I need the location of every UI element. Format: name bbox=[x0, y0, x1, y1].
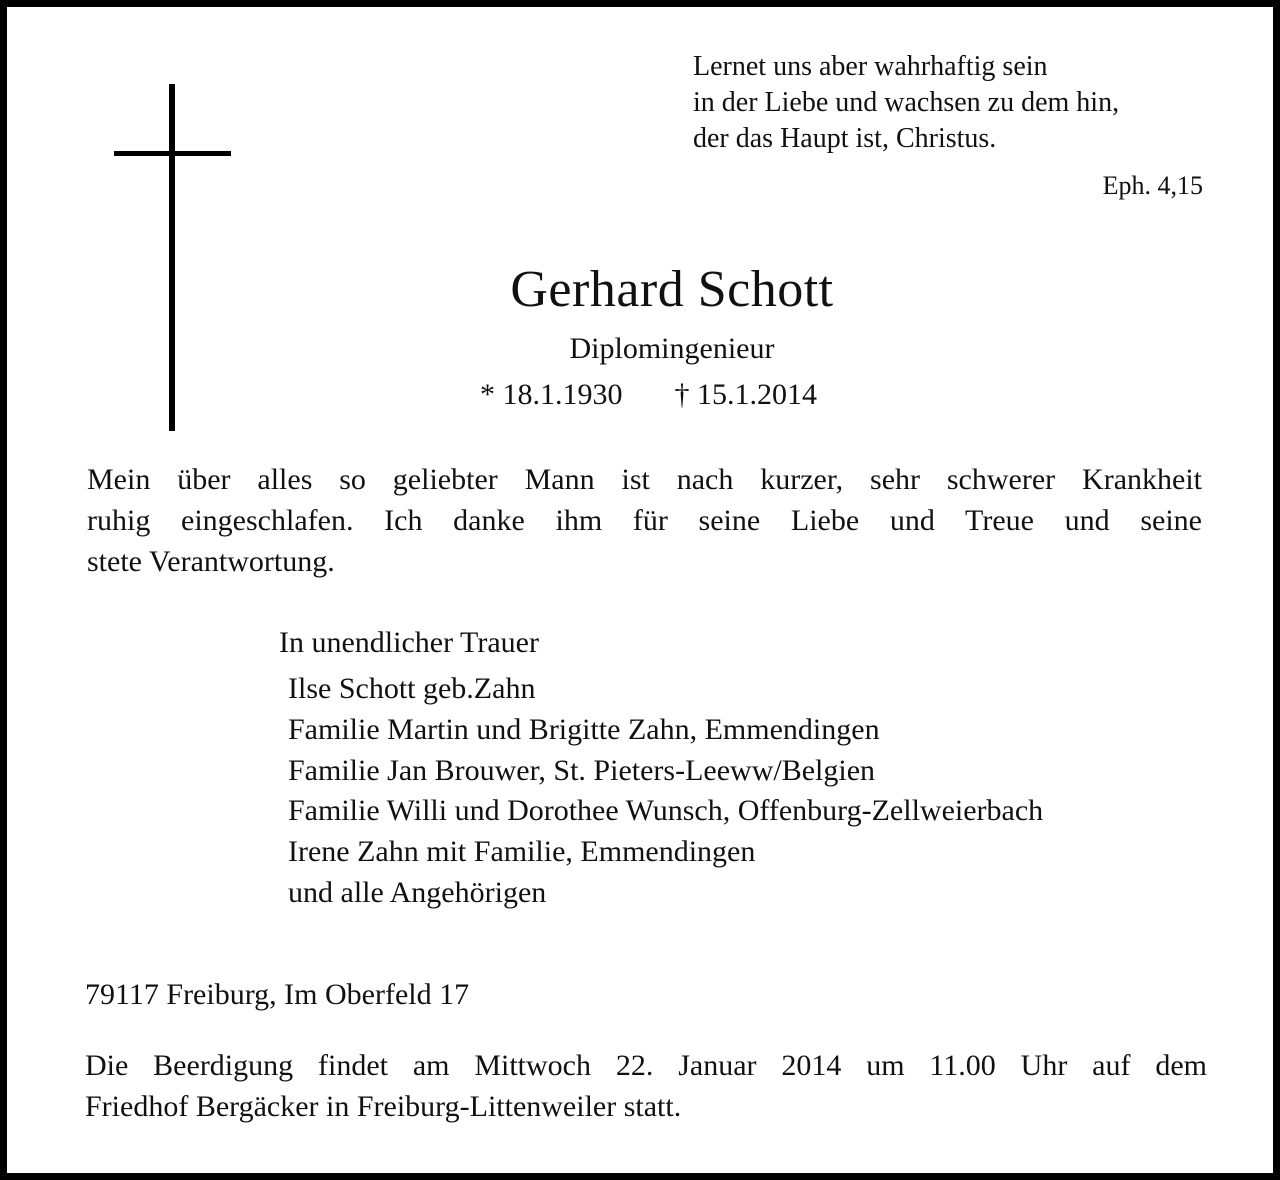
life-dates bbox=[480, 375, 900, 415]
deceased-title: Diplomingenieur bbox=[569, 332, 775, 365]
mourner-entry: Familie Jan Brouwer, St. Pieters-Leeww/Belgien bbox=[288, 753, 876, 787]
mourner-entry: Familie Martin und Brigitte Zahn, Emmendingen bbox=[288, 712, 880, 746]
cross-icon bbox=[169, 84, 175, 431]
cross-icon-crossbar bbox=[114, 151, 231, 156]
message-line: Mein über alles so geliebter Mann ist nach kurzer, sehr schwerer Krankheit bbox=[87, 463, 1202, 496]
death-date: † 15.1.2014 bbox=[674, 378, 817, 411]
deceased-name: Gerhard Schott bbox=[510, 261, 834, 318]
message-line: ruhig eingeschlafen. Ich danke ihm für seine Liebe und Treue und seine bbox=[87, 504, 1202, 537]
verse-line: Lernet uns aber wahrhaftig sein bbox=[693, 51, 1048, 82]
mourner-entry: und alle Angehörigen bbox=[288, 875, 547, 909]
message-line: stete Verantwortung. bbox=[87, 545, 335, 578]
verse-line: in der Liebe und wachsen zu dem hin, bbox=[693, 87, 1120, 118]
funeral-line: Friedhof Bergäcker in Freiburg-Littenweiler statt. bbox=[85, 1090, 682, 1123]
mourner-entry: Familie Willi und Dorothee Wunsch, Offenburg-Zellweierbach bbox=[288, 794, 1044, 828]
bible-verse bbox=[693, 49, 1233, 157]
birth-date: * 18.1.1930 bbox=[480, 378, 623, 411]
verse-reference: Eph. 4,15 bbox=[1102, 171, 1203, 200]
obituary-message bbox=[87, 459, 1202, 582]
verse-line: der das Haupt ist, Christus. bbox=[693, 123, 997, 154]
mourner-entry: Irene Zahn mit Familie, Emmendingen bbox=[288, 835, 756, 869]
address: 79117 Freiburg, Im Oberfeld 17 bbox=[85, 978, 470, 1011]
mourning-heading: In unendlicher Trauer bbox=[279, 626, 539, 659]
mourners-list bbox=[288, 669, 1248, 914]
mourner-entry: Ilse Schott geb.Zahn bbox=[288, 672, 536, 705]
funeral-line: Die Beerdigung findet am Mittwoch 22. Januar 2014 um 11.00 Uhr auf dem bbox=[85, 1049, 1207, 1082]
funeral-info bbox=[85, 1045, 1207, 1127]
